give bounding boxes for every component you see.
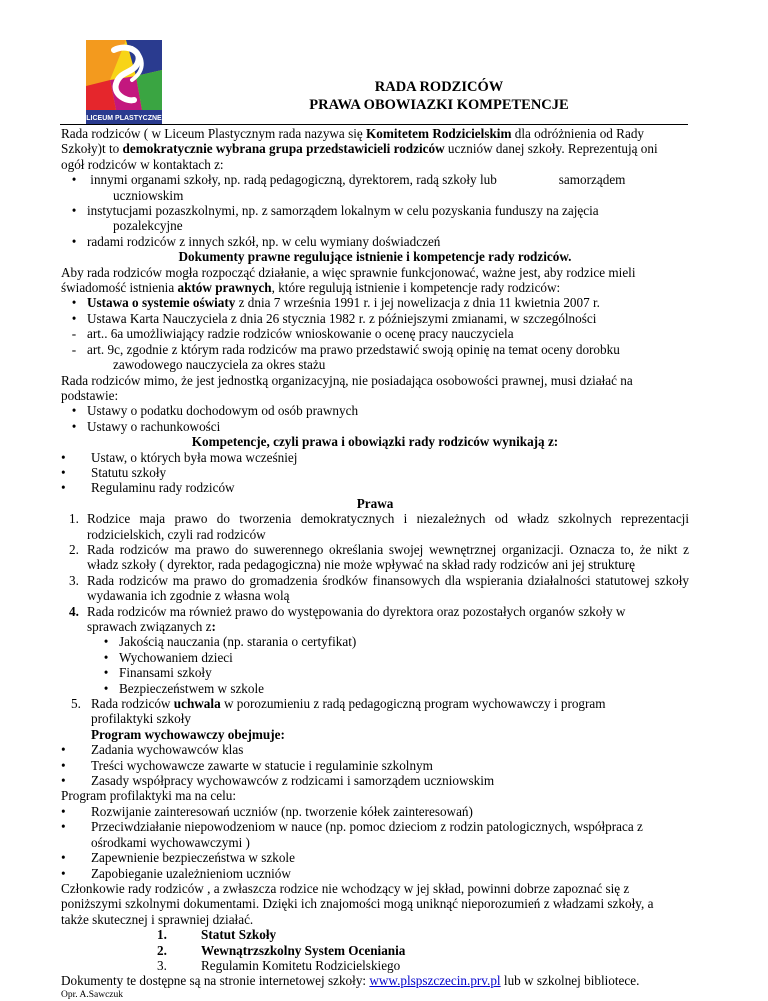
list-item: • innymi organami szkoły, np. radą pedagogiczną, dyrektorem, radą szkoły lub samorządem (71, 172, 626, 188)
numbered-item: 1. Statut Szkoły (157, 927, 277, 943)
text-line: także skutecznej i sprawniej działać. (61, 911, 254, 927)
list-item: • Zapobieganie uzależnieniom uczniów (61, 865, 291, 881)
author-note: Opr. A.Sawczuk (61, 989, 124, 1000)
list-item: • Regulaminu rady rodziców (61, 480, 235, 496)
list-item: • Ustaw, o których była mowa wcześniej (61, 449, 298, 465)
list-item: • Zadania wychowawców klas (61, 742, 244, 758)
list-item: - art. 9c, zgodnie z którym rada rodziców ma prawo przedstawić swoją opinię na temat oceny dorobku (71, 341, 620, 357)
list-item-cont: zawodowego nauczyciela za okres stażu (113, 357, 326, 373)
list-item: • Statutu szkoły (61, 464, 167, 480)
numbered-item: 5. Rada rodziców uchwala w porozumieniu z radą pedagogiczną program wychowawczy i program (71, 696, 606, 712)
text-line: podstawie: (61, 387, 119, 403)
text-line: Rada rodziców mimo, że jest jednostką organizacyjną, nie posiadająca osobowości prawnej, musi działać na (61, 372, 633, 388)
list-item-cont: ośrodkami wychowawczymi ) (91, 834, 250, 850)
numbered-item: 1. Rodzice maja prawo do tworzenia demokratycznych i niezależnych od władz szkolnych reprezentacji rodzicielskich, czyli rad rodziców (69, 511, 689, 542)
list-item: • Rozwijanie zainteresowań uczniów (np. tworzenie kółek zainteresowań) (61, 803, 473, 819)
section-heading-competences: Kompetencje, czyli prawa i obowiązki rady rodziców wynikają z: (191, 434, 559, 450)
numbered-item: 2. Wewnątrzszkolny System Oceniania (157, 942, 406, 958)
text-line: świadomość istnienia aktów prawnych, które regulują istnienie i kompetencje rady rodziców: (61, 280, 561, 296)
list-item: • Ustawy o podatku dochodowym od osób prawnych (71, 403, 359, 419)
numbered-item-cont: sprawach związanych z: (87, 619, 216, 634)
page-subtitle: PRAWA OBOWIAZKI KOMPETENCJE (309, 97, 569, 113)
list-item: • Zasady współpracy wychowawców z rodzicami i samorządem uczniowskim (61, 773, 495, 789)
list-item: • Przeciwdziałanie niepowodzeniom w nauce (np. pomoc dzieciom z rodzin patologicznych, współpraca z (61, 819, 643, 835)
text-line: Program profilaktyki ma na celu: (61, 788, 237, 804)
intro-line: Szkoły)t to demokratycznie wybrana grupa przedstawicieli rodziców uczniów danej szkoły. Reprezentują oni (61, 141, 658, 157)
list-item: • instytucjami pozaszkolnymi, np. z samorządem lokalnym w celu pozyskania funduszy na zajęcia (71, 203, 599, 219)
list-item-cont: pozalekcyjne (113, 218, 183, 234)
numbered-item: 4. Rada rodziców ma również prawo do występowania do dyrektora oraz pozostałych organów szkoły w (69, 603, 626, 619)
numbered-item-cont: profilaktyki szkoły (91, 711, 191, 727)
list-item: • Treści wychowawcze zawarte w statucie i regulaminie szkolnym (61, 757, 433, 773)
numbered-item: 3. Rada rodziców ma prawo do gromadzenia środków finansowych dla wspierania działalności statutowej szkoły wydawania ich zgodnie z własna wolą (69, 572, 690, 604)
text-line: Aby rada rodziców mogła rozpocząć działanie, a więc sprawnie funkcjonować, ważne jest, aby rodzice mieli (61, 264, 636, 280)
section-heading-rights: Prawa (356, 495, 394, 511)
header-divider (60, 124, 688, 125)
intro-line: Rada rodziców ( w Liceum Plastycznym rada nazywa się Komitetem Rodzicielskim dla odróżnienia od Rady (61, 126, 645, 141)
list-item-cont: uczniowskim (113, 187, 184, 203)
text-line: Dokumenty te dostępne są na stronie internetowej szkoły: www.plspszczecin.prv.pl lub w szkolnej bibliotece. (61, 973, 640, 989)
list-item: • Jakością nauczania (np. starania o certyfikat) (103, 634, 357, 650)
school-website-link[interactable]: www.plspszczecin.prv.pl (369, 973, 501, 989)
text-line: Członkowie rady rodziców , a zwłaszcza rodzice nie wchodzący w jej skład, powinni dobrze zapoznać się z (61, 880, 630, 896)
section-heading-program: Program wychowawczy obejmuje: (91, 726, 285, 742)
list-item: • Zapewnienie bezpieczeństwa w szkole (61, 850, 295, 866)
list-item: • Bezpieczeństwem w szkole (103, 680, 265, 696)
list-item: • Ustawa Karta Nauczyciela z dnia 26 stycznia 1982 r. z późniejszymi zmianami, w szczególności (71, 310, 597, 326)
section-heading-documents: Dokumenty prawne regulujące istnienie i kompetencje rady rodziców. (178, 249, 572, 265)
document-body (61, 126, 689, 1001)
intro-line: ogół rodziców w kontaktach z: (61, 156, 224, 172)
list-item: - art.. 6a umożliwiający radzie rodziców wnioskowanie o ocenę pracy nauczyciela (71, 326, 514, 342)
list-item: • Ustawy o rachunkowości (71, 418, 221, 434)
logo-label: LICEUM PLASTYCZNE (86, 115, 162, 122)
list-item: • radami rodziców z innych szkół, np. w celu wymiany doświadczeń (71, 233, 441, 249)
list-item: • Wychowaniem dzieci (103, 649, 233, 665)
text-line: poniższymi szkolnymi dokumentami. Dzięki ich znajomości mogą uniknąć nieporozumień z władzami szkoły, a (61, 896, 654, 912)
page-title: RADA RODZICÓW (374, 79, 504, 95)
numbered-item: 3. Regulamin Komitetu Rodzicielskiego (157, 957, 401, 973)
list-item: • Finansami szkoły (103, 665, 212, 681)
list-item: • Ustawa o systemie oświaty z dnia 7 września 1991 r. i jej nowelizacja z dnia 11 kwietnia 2007 r. (71, 295, 600, 311)
numbered-item: 2. Rada rodziców ma prawo do suwerennego określania swojej wewnętrznej organizacji. Oznacza to, że nikt z władz szkoły ( dyrektor, rada pedagogiczna) nie może wpływać na skład rady rodziców ani jej strukturę (69, 541, 689, 573)
